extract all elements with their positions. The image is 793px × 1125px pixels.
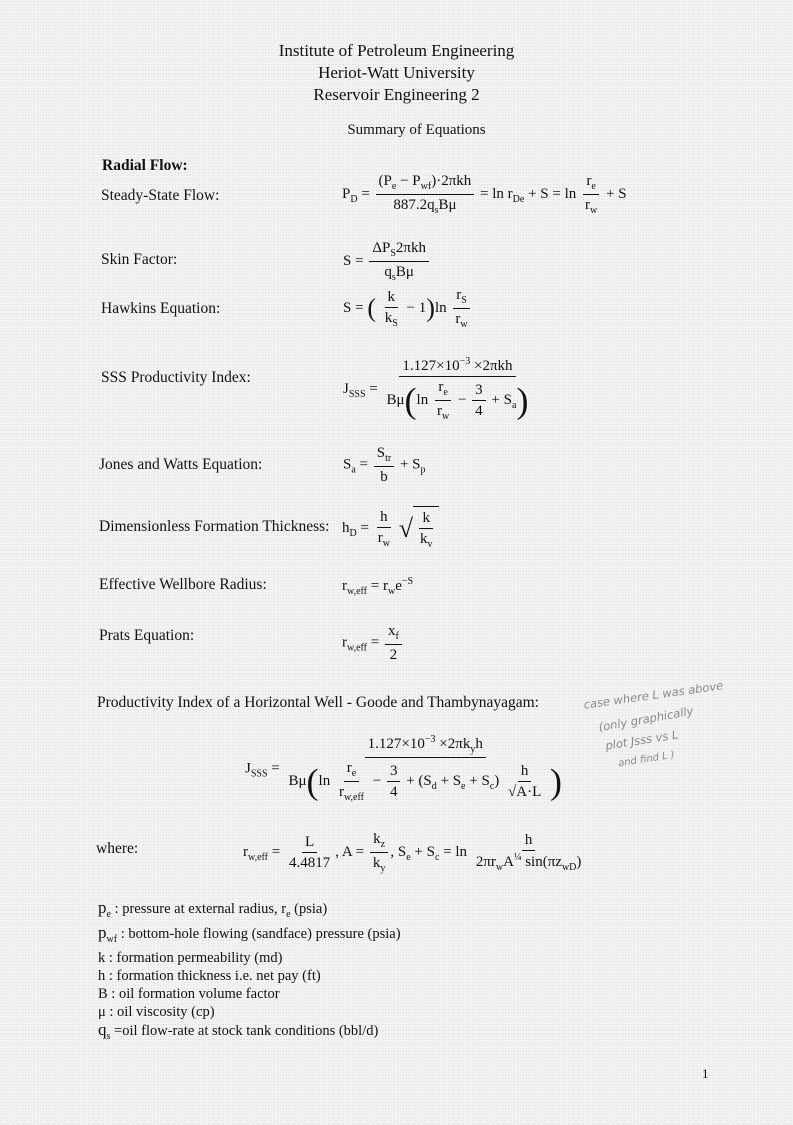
definition-pe: $p_e$ : pressure at external radius, $r_e$ (psia) bbox=[98, 898, 328, 920]
label-horizontal-well: Productivity Index of a Horizontal Well - Goode and Thambynayagam: bbox=[97, 694, 539, 711]
label-skin-factor: Skin Factor: bbox=[101, 251, 178, 268]
equation-steady-state: $P_D$ = $\frac{(P_e - P_{wf})\cdot 2\pi kh}{887.2q_sB\mu}$ = $\ln r_{De} + S = \ln$ $\frac{r_e}{r_w}$ + S bbox=[342, 173, 627, 216]
label-dimensionless-thickness: Dimensionless Formation Thickness: bbox=[99, 518, 330, 535]
equation-jones-watts: $S_a$ = $\frac{S_{tr}}{b}$ + $S_p$ bbox=[343, 445, 426, 485]
label-where: where: bbox=[96, 840, 139, 857]
label-prats: Prats Equation: bbox=[99, 627, 195, 644]
label-steady-state: Steady-State Flow: bbox=[101, 187, 220, 204]
header-course: Reservoir Engineering 2 bbox=[313, 85, 480, 104]
definition-k: k : formation permeability (md) bbox=[98, 949, 283, 966]
definition-qs: $q_s =oil$ flow-rate at stock tank conditions (bbl/d) bbox=[98, 1019, 379, 1042]
equation-prats: $r_{w,eff}$ = $\frac{x_f}{2}$ bbox=[342, 622, 404, 664]
definition-h: h : formation thickness i.e. net pay (ft) bbox=[98, 967, 321, 984]
binding-edge bbox=[771, 0, 793, 1125]
header-institute: Institute of Petroleum Engineering bbox=[278, 41, 515, 60]
equation-hawkins: S = ( $\frac{k}{k_S}$ − 1)ln $\frac{r_S}{r_w}$ bbox=[343, 286, 473, 331]
handwritten-note-3: plot Jsss vs L bbox=[604, 727, 680, 753]
page-number: 1 bbox=[702, 1066, 709, 1081]
label-jones-watts: Jones and Watts Equation: bbox=[99, 456, 263, 473]
definition-pwf: $p_{wf}$ : bottom-hole flowing (sandface) pressure (psia) bbox=[98, 922, 401, 945]
definition-b: B : oil formation volume factor bbox=[98, 985, 280, 1002]
handwritten-note-4: and find L ) bbox=[617, 749, 676, 770]
label-hawkins: Hawkins Equation: bbox=[101, 300, 221, 317]
header-university: Heriot-Watt University bbox=[318, 63, 475, 82]
equation-sss-productivity-index: $J_{SSS}$ = $1.127\times 10^{-3} \times 2\pi kh$ Bμ(ln $\frac{r_e}{r_w}$ − $\frac{3}{4}$ + $S_a$) bbox=[343, 356, 529, 422]
definitions-list bbox=[98, 899, 401, 1046]
equation-where: $r_{w,eff}$ = $\frac{L}{4.4817}$ , A = $\frac{k_z}{k_y}$ , $S_e + S_c = \ln$ $\frac{h}{2\pi r_wA^{\frac{1}{4}} \sin(\pi z_{wD})}$ bbox=[243, 831, 582, 874]
label-effective-wellbore-radius: Effective Wellbore Radius: bbox=[99, 576, 267, 593]
equation-horizontal-well: $J_{SSS}$ = $1.127\times 10^{-3} \times 2\pi k_yh$ Bμ(ln $\frac{r_e}{r_{w,eff}}$ − $\frac{3}{4}$ + $(S_d + S_e + S_c)$ $\frac{h}{√A\cdot L}$ ) bbox=[245, 734, 562, 803]
equation-skin-factor: S = $\frac{\Delta P_S2\pi kh}{q_sB\mu}$ bbox=[343, 239, 431, 284]
label-sss-productivity-index: SSS Productivity Index: bbox=[101, 369, 251, 386]
equation-effective-wellbore-radius: $r_{w,eff} = r_we^{-S}$ bbox=[342, 576, 414, 597]
handwritten-note-1: case where L was above bbox=[582, 678, 725, 712]
section-radial-flow: Radial Flow: bbox=[102, 157, 188, 174]
definition-mu: μ : oil viscosity (cp) bbox=[98, 1003, 215, 1020]
handwritten-note-2: (only graphically bbox=[597, 703, 695, 735]
equation-dimensionless-thickness: $h_D$ = $\frac{h}{r_w}$ √ $\frac{k}{k_v}$ bbox=[342, 506, 439, 551]
subtitle: Summary of Equations bbox=[347, 122, 486, 138]
